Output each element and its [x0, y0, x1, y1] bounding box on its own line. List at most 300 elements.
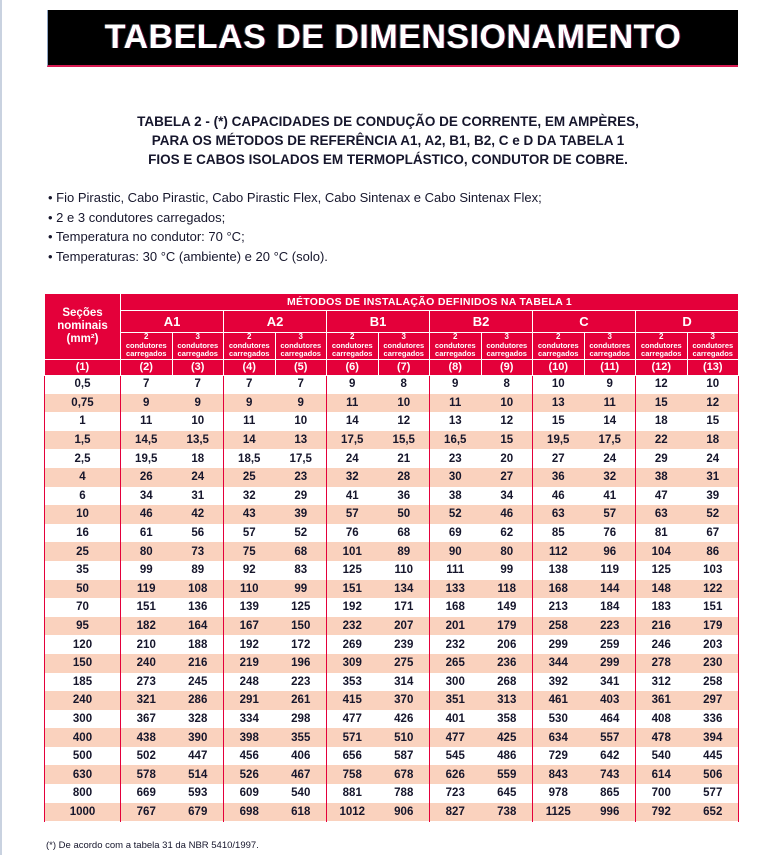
- cell-capacity: 723: [430, 784, 482, 803]
- section-header-line-2: nominais: [57, 319, 108, 332]
- cell-capacity: 245: [172, 673, 224, 692]
- cell-capacity: 151: [687, 598, 739, 617]
- cell-capacity: 14: [327, 412, 379, 431]
- cell-capacity: 108: [172, 580, 224, 599]
- cell-capacity: 729: [533, 747, 585, 766]
- table-row: [45, 524, 739, 543]
- table-row: [45, 598, 739, 617]
- conductor-label-2: carregados: [126, 349, 167, 358]
- cell-capacity: 42: [172, 505, 224, 524]
- cell-capacity: 213: [533, 598, 585, 617]
- cell-capacity: 11: [224, 412, 276, 431]
- conductor-count: 2: [556, 332, 561, 341]
- cell-capacity: 881: [327, 784, 379, 803]
- cell-capacity: 22: [636, 431, 688, 450]
- table-row: [45, 580, 739, 599]
- column-number: (8): [430, 359, 482, 375]
- cell-capacity: 445: [687, 747, 739, 766]
- cell-capacity: 99: [121, 561, 173, 580]
- cell-capacity: 111: [430, 561, 482, 580]
- cell-capacity: 118: [481, 580, 533, 599]
- cell-capacity: 179: [481, 617, 533, 636]
- cell-capacity: 112: [533, 542, 585, 561]
- cell-capacity: 1125: [533, 803, 585, 822]
- cell-capacity: 31: [172, 487, 224, 506]
- cell-capacity: 297: [687, 691, 739, 710]
- column-number: (9): [481, 359, 533, 375]
- cell-capacity: 80: [481, 542, 533, 561]
- table-row: [45, 654, 739, 673]
- table-footnote: (*) De acordo com a tabela 31 da NBR 5410/1997.: [46, 840, 259, 851]
- cell-capacity: 92: [224, 561, 276, 580]
- cell-capacity: 52: [687, 505, 739, 524]
- conductor-label-1: condutores: [537, 340, 579, 350]
- cell-capacity: 540: [636, 747, 688, 766]
- cell-capacity: 110: [378, 561, 430, 580]
- cell-capacity: 76: [327, 524, 379, 543]
- table-row: [45, 747, 739, 766]
- cell-capacity: 827: [430, 803, 482, 822]
- cell-capacity: 13: [430, 412, 482, 431]
- cell-nominal-section: 16: [45, 524, 121, 543]
- cell-nominal-section: 4: [45, 468, 121, 487]
- cell-capacity: 25: [224, 468, 276, 487]
- table-row: [45, 728, 739, 747]
- cell-capacity: 258: [687, 673, 739, 692]
- cell-capacity: 269: [327, 635, 379, 654]
- cell-capacity: 246: [636, 635, 688, 654]
- conductor-label-1: condutores: [692, 340, 734, 350]
- cell-capacity: 85: [533, 524, 585, 543]
- conductor-header: [636, 333, 688, 360]
- cell-capacity: 12: [378, 412, 430, 431]
- cell-capacity: 587: [378, 747, 430, 766]
- cell-nominal-section: 1,5: [45, 431, 121, 450]
- cell-capacity: 14: [584, 412, 636, 431]
- cell-capacity: 23: [275, 468, 327, 487]
- cell-capacity: 259: [584, 635, 636, 654]
- cell-capacity: 321: [121, 691, 173, 710]
- cell-nominal-section: 35: [45, 561, 121, 580]
- cell-capacity: 328: [172, 710, 224, 729]
- cell-capacity: 298: [275, 710, 327, 729]
- cell-capacity: 239: [378, 635, 430, 654]
- bullet-item: • 2 e 3 condutores carregados;: [48, 209, 226, 225]
- cell-capacity: 792: [636, 803, 688, 822]
- cell-capacity: 313: [481, 691, 533, 710]
- cell-capacity: 788: [378, 784, 430, 803]
- conductor-count: 3: [504, 332, 509, 341]
- cell-capacity: 63: [533, 505, 585, 524]
- cell-capacity: 104: [636, 542, 688, 561]
- cell-capacity: 12: [687, 394, 739, 413]
- cell-capacity: 286: [172, 691, 224, 710]
- title-block: [0, 112, 776, 169]
- cell-capacity: 103: [687, 561, 739, 580]
- cell-capacity: 80: [121, 542, 173, 561]
- table-row: [45, 394, 739, 413]
- cell-capacity: 32: [584, 468, 636, 487]
- cell-nominal-section: 95: [45, 617, 121, 636]
- column-number: (10): [533, 359, 585, 375]
- cell-nominal-section: 10: [45, 505, 121, 524]
- cell-capacity: 172: [275, 635, 327, 654]
- method-header-b2: B2: [430, 311, 533, 333]
- cell-capacity: 18,5: [224, 449, 276, 468]
- cell-capacity: 996: [584, 803, 636, 822]
- conductor-label-2: carregados: [280, 349, 321, 358]
- cell-capacity: 10: [533, 375, 585, 394]
- cell-capacity: 265: [430, 654, 482, 673]
- cell-capacity: 18: [687, 431, 739, 450]
- column-number: (4): [224, 359, 276, 375]
- conductor-label-1: condutores: [383, 340, 425, 350]
- cell-nominal-section: 25: [45, 542, 121, 561]
- cell-nominal-section: 50: [45, 580, 121, 599]
- cell-capacity: 394: [687, 728, 739, 747]
- cell-capacity: 7: [121, 375, 173, 394]
- cell-capacity: 32: [327, 468, 379, 487]
- cell-capacity: 24: [327, 449, 379, 468]
- table-row: [45, 673, 739, 692]
- cell-capacity: 12: [636, 375, 688, 394]
- table-row: [45, 561, 739, 580]
- cell-capacity: 101: [327, 542, 379, 561]
- cell-capacity: 16,5: [430, 431, 482, 450]
- cell-capacity: 510: [378, 728, 430, 747]
- cell-nominal-section: 800: [45, 784, 121, 803]
- cell-capacity: 151: [327, 580, 379, 599]
- conductor-header: [224, 333, 276, 360]
- cell-capacity: 300: [430, 673, 482, 692]
- cell-capacity: 652: [687, 803, 739, 822]
- cell-capacity: 34: [121, 487, 173, 506]
- cell-capacity: 201: [430, 617, 482, 636]
- cell-capacity: 344: [533, 654, 585, 673]
- cell-capacity: 13,5: [172, 431, 224, 450]
- table-body: [45, 375, 739, 821]
- cell-capacity: 614: [636, 765, 688, 784]
- cell-capacity: 18: [636, 412, 688, 431]
- cell-capacity: 698: [224, 803, 276, 822]
- method-header-a1: A1: [121, 311, 224, 333]
- conductor-count: 2: [659, 332, 664, 341]
- cell-capacity: 75: [224, 542, 276, 561]
- cell-capacity: 122: [687, 580, 739, 599]
- cell-capacity: 206: [481, 635, 533, 654]
- cell-capacity: 392: [533, 673, 585, 692]
- cell-capacity: 57: [327, 505, 379, 524]
- cell-capacity: 99: [275, 580, 327, 599]
- cell-nominal-section: 1000: [45, 803, 121, 822]
- cell-capacity: 978: [533, 784, 585, 803]
- cell-capacity: 403: [584, 691, 636, 710]
- cell-capacity: 10: [172, 412, 224, 431]
- cell-capacity: 47: [636, 487, 688, 506]
- cell-nominal-section: 1: [45, 412, 121, 431]
- table-row: [45, 635, 739, 654]
- dimensioning-table-wrapper: [44, 293, 738, 822]
- cell-capacity: 341: [584, 673, 636, 692]
- cell-capacity: 370: [378, 691, 430, 710]
- cell-capacity: 309: [327, 654, 379, 673]
- title-line-1: TABELA 2 - (*) CAPACIDADES DE CONDUÇÃO DE CORRENTE, EM AMPÈRES,: [137, 114, 639, 129]
- cell-capacity: 10: [687, 375, 739, 394]
- cell-capacity: 182: [121, 617, 173, 636]
- cell-capacity: 52: [275, 524, 327, 543]
- cell-capacity: 207: [378, 617, 430, 636]
- header-row-methods-title: [45, 294, 739, 311]
- conductor-label-2: carregados: [692, 349, 733, 358]
- cell-capacity: 57: [584, 505, 636, 524]
- cell-capacity: 168: [430, 598, 482, 617]
- cell-capacity: 415: [327, 691, 379, 710]
- cell-capacity: 31: [687, 468, 739, 487]
- cell-capacity: 467: [275, 765, 327, 784]
- cell-capacity: 38: [430, 487, 482, 506]
- cell-capacity: 545: [430, 747, 482, 766]
- cell-capacity: 634: [533, 728, 585, 747]
- cell-capacity: 477: [430, 728, 482, 747]
- bullet-item: • Temperatura no condutor: 70 °C;: [48, 229, 245, 244]
- cell-capacity: 41: [327, 487, 379, 506]
- cell-capacity: 593: [172, 784, 224, 803]
- cell-nominal-section: 6: [45, 487, 121, 506]
- cell-capacity: 15: [687, 412, 739, 431]
- header-row-method-names: [45, 311, 739, 333]
- table-row: [45, 765, 739, 784]
- cell-capacity: 336: [687, 710, 739, 729]
- cell-capacity: 99: [481, 561, 533, 580]
- cell-capacity: 334: [224, 710, 276, 729]
- cell-capacity: 19,5: [121, 449, 173, 468]
- cell-nominal-section: 0,5: [45, 375, 121, 394]
- cell-capacity: 8: [481, 375, 533, 394]
- conductor-label-2: carregados: [229, 349, 270, 358]
- cell-capacity: 578: [121, 765, 173, 784]
- cell-capacity: 232: [430, 635, 482, 654]
- cell-capacity: 43: [224, 505, 276, 524]
- banner-title: TABELAS DE DIMENSIONAMENTO: [104, 18, 682, 56]
- cell-nominal-section: 120: [45, 635, 121, 654]
- cell-capacity: 7: [172, 375, 224, 394]
- cell-capacity: 24: [172, 468, 224, 487]
- header-row-conductors: [45, 333, 739, 360]
- cell-capacity: 24: [687, 449, 739, 468]
- conductor-label-2: carregados: [332, 349, 373, 358]
- conductor-label-1: condutores: [434, 340, 476, 350]
- cell-capacity: 15: [533, 412, 585, 431]
- cell-capacity: 700: [636, 784, 688, 803]
- table-header: [45, 294, 739, 376]
- cell-capacity: 609: [224, 784, 276, 803]
- conductor-label-1: condutores: [280, 340, 322, 350]
- section-header-line-3: (mm²): [66, 332, 99, 345]
- conductor-header: [378, 333, 430, 360]
- cell-capacity: 401: [430, 710, 482, 729]
- cell-capacity: 39: [275, 505, 327, 524]
- cell-capacity: 312: [636, 673, 688, 692]
- cell-capacity: 291: [224, 691, 276, 710]
- cell-capacity: 15: [636, 394, 688, 413]
- conductor-count: 2: [350, 332, 355, 341]
- conductor-label-1: condutores: [331, 340, 373, 350]
- cell-capacity: 171: [378, 598, 430, 617]
- cell-capacity: 46: [121, 505, 173, 524]
- cell-capacity: 438: [121, 728, 173, 747]
- cell-capacity: 219: [224, 654, 276, 673]
- cell-capacity: 223: [275, 673, 327, 692]
- column-number: (1): [45, 359, 121, 375]
- header-row-column-numbers: [45, 359, 739, 375]
- table-row: [45, 449, 739, 468]
- cell-capacity: 425: [481, 728, 533, 747]
- cell-capacity: 62: [481, 524, 533, 543]
- cell-capacity: 216: [636, 617, 688, 636]
- column-number: (3): [172, 359, 224, 375]
- method-header-a2: A2: [224, 311, 327, 333]
- cell-capacity: 36: [378, 487, 430, 506]
- cell-capacity: 230: [687, 654, 739, 673]
- conductor-label-2: carregados: [177, 349, 218, 358]
- cell-capacity: 17,5: [327, 431, 379, 450]
- cell-capacity: 167: [224, 617, 276, 636]
- cell-capacity: 456: [224, 747, 276, 766]
- cell-capacity: 110: [224, 580, 276, 599]
- cell-capacity: 314: [378, 673, 430, 692]
- cell-capacity: 23: [430, 449, 482, 468]
- column-number: (12): [636, 359, 688, 375]
- table-row: [45, 468, 739, 487]
- cell-nominal-section: 300: [45, 710, 121, 729]
- cell-capacity: 11: [584, 394, 636, 413]
- cell-capacity: 183: [636, 598, 688, 617]
- cell-capacity: 133: [430, 580, 482, 599]
- conductor-label-2: carregados: [538, 349, 579, 358]
- cell-capacity: 150: [275, 617, 327, 636]
- cell-capacity: 406: [275, 747, 327, 766]
- cell-capacity: 678: [378, 765, 430, 784]
- cell-capacity: 89: [172, 561, 224, 580]
- cell-capacity: 299: [533, 635, 585, 654]
- cell-capacity: 9: [584, 375, 636, 394]
- conductor-count: 3: [607, 332, 612, 341]
- cell-capacity: 20: [481, 449, 533, 468]
- section-header-line-1: Seções: [62, 306, 103, 319]
- cell-capacity: 502: [121, 747, 173, 766]
- conductor-label-1: condutores: [640, 340, 682, 350]
- cell-capacity: 486: [481, 747, 533, 766]
- cell-capacity: 7: [275, 375, 327, 394]
- table-row: [45, 710, 739, 729]
- cell-capacity: 408: [636, 710, 688, 729]
- cell-capacity: 19,5: [533, 431, 585, 450]
- cell-capacity: 367: [121, 710, 173, 729]
- cell-capacity: 119: [121, 580, 173, 599]
- cell-capacity: 299: [584, 654, 636, 673]
- cell-capacity: 69: [430, 524, 482, 543]
- cell-capacity: 464: [584, 710, 636, 729]
- cell-capacity: 89: [378, 542, 430, 561]
- cell-capacity: 61: [121, 524, 173, 543]
- cell-capacity: 232: [327, 617, 379, 636]
- cell-capacity: 39: [687, 487, 739, 506]
- cell-capacity: 144: [584, 580, 636, 599]
- conductor-header: [327, 333, 379, 360]
- conductor-label-1: condutores: [177, 340, 219, 350]
- cell-capacity: 14,5: [121, 431, 173, 450]
- conductor-label-2: carregados: [383, 349, 424, 358]
- conductor-count: 2: [144, 332, 149, 341]
- cell-capacity: 86: [687, 542, 739, 561]
- conductor-header: [481, 333, 533, 360]
- conductor-header: [172, 333, 224, 360]
- cell-capacity: 125: [275, 598, 327, 617]
- cell-capacity: 76: [584, 524, 636, 543]
- cell-capacity: 28: [378, 468, 430, 487]
- table-row: [45, 617, 739, 636]
- cell-nominal-section: 630: [45, 765, 121, 784]
- cell-capacity: 196: [275, 654, 327, 673]
- cell-capacity: 32: [224, 487, 276, 506]
- conductor-label-2: carregados: [641, 349, 682, 358]
- cell-capacity: 258: [533, 617, 585, 636]
- conductor-header: [275, 333, 327, 360]
- cell-capacity: 10: [275, 412, 327, 431]
- cell-capacity: 52: [430, 505, 482, 524]
- cell-capacity: 29: [275, 487, 327, 506]
- cell-capacity: 26: [121, 468, 173, 487]
- cell-capacity: 1012: [327, 803, 379, 822]
- cell-capacity: 63: [636, 505, 688, 524]
- cell-capacity: 21: [378, 449, 430, 468]
- cell-capacity: 68: [378, 524, 430, 543]
- cell-capacity: 151: [121, 598, 173, 617]
- cell-capacity: 96: [584, 542, 636, 561]
- cell-capacity: 57: [224, 524, 276, 543]
- cell-capacity: 15: [481, 431, 533, 450]
- methods-title-cell: MÉTODOS DE INSTALAÇÃO DEFINIDOS NA TABELA 1: [121, 294, 739, 311]
- cell-capacity: 223: [584, 617, 636, 636]
- cell-capacity: 68: [275, 542, 327, 561]
- cell-capacity: 236: [481, 654, 533, 673]
- cell-capacity: 645: [481, 784, 533, 803]
- cell-capacity: 17,5: [584, 431, 636, 450]
- dimensioning-table: [44, 293, 739, 822]
- cell-capacity: 8: [378, 375, 430, 394]
- cell-capacity: 656: [327, 747, 379, 766]
- cell-capacity: 261: [275, 691, 327, 710]
- column-number: (11): [584, 359, 636, 375]
- cell-capacity: 571: [327, 728, 379, 747]
- conductor-count: 2: [247, 332, 252, 341]
- bullet-item: • Temperaturas: 30 °C (ambiente) e 20 °C (solo).: [48, 248, 328, 264]
- cell-capacity: 618: [275, 803, 327, 822]
- cell-capacity: 843: [533, 765, 585, 784]
- cell-capacity: 179: [687, 617, 739, 636]
- cell-capacity: 216: [172, 654, 224, 673]
- conductor-header: [533, 333, 585, 360]
- cell-capacity: 13: [533, 394, 585, 413]
- cell-capacity: 46: [481, 505, 533, 524]
- cell-capacity: 38: [636, 468, 688, 487]
- cell-capacity: 27: [481, 468, 533, 487]
- cell-capacity: 34: [481, 487, 533, 506]
- cell-capacity: 136: [172, 598, 224, 617]
- cell-capacity: 134: [378, 580, 430, 599]
- cell-capacity: 355: [275, 728, 327, 747]
- title-line-2: PARA OS MÉTODOS DE REFERÊNCIA A1, A2, B1, B2, C e D DA TABELA 1: [151, 133, 625, 148]
